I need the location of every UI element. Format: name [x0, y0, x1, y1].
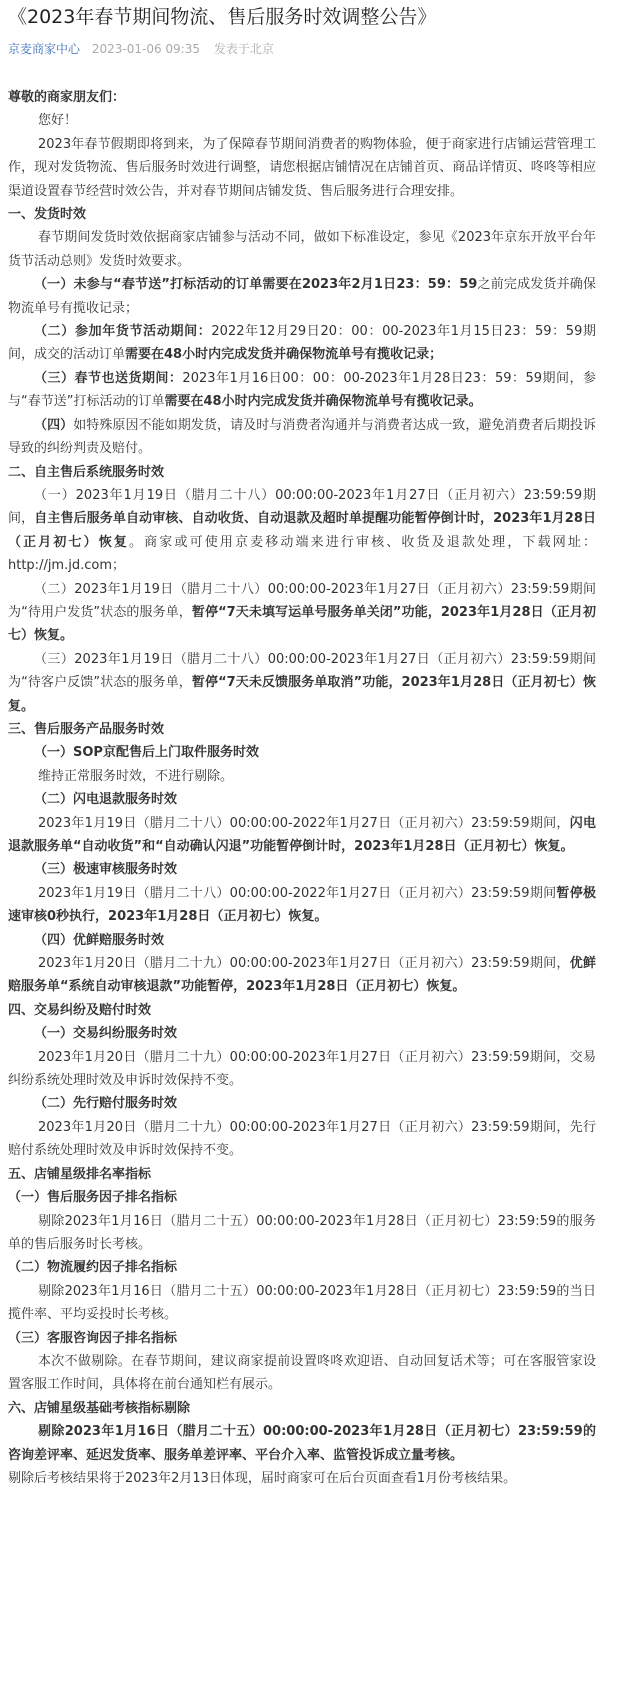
section-4b-title: （二）先行赔付服务时效 — [34, 1096, 178, 1112]
section-4b-text: 2023年1月20日（腊月二十九）00:00:00-2023年1月27日（正月初六）23:59:59期间，先行赔付系统处理时效及申诉时效保持不变。 — [8, 1119, 596, 1159]
intro-paragraph: 2023年春节假期即将到来，为了保障春节期间消费者的购物体验，便于商家进行店铺运营管理工作，现对发货物流、售后服务时效进行调整，请您根据店铺情况在店铺首页、商品详情页、咚咚等相应渠道设置春节经营时效公告，并对春节期间店铺发货、售后服务进行合理安排。 — [8, 136, 596, 199]
section-5-title: 五、店铺星级排名率指标 — [8, 1166, 152, 1182]
section-4a-text: 2023年1月20日（腊月二十九）00:00:00-2023年1月27日（正月初六）23:59:59期间，交易纠纷系统处理时效及申诉时效保持不变。 — [8, 1049, 596, 1089]
section-3a-text: 维持正常服务时效，不进行剔除。 — [38, 768, 234, 784]
section-5b-text: 剔除2023年1月16日（腊月二十五）00:00:00-2023年1月28日（正月初七）23:59:59的当日揽件率、平均妥投时长考核。 — [8, 1283, 596, 1323]
section-6-text: 剔除2023年1月16日（腊月二十五）00:00:00-2023年1月28日（正月初七）23:59:59的咨询差评率、延迟发货率、服务单差评率、平台介入率、监管投诉成立量考核。 — [8, 1424, 596, 1463]
section-5c-title: （三）客服咨询因子排名指标 — [8, 1330, 178, 1346]
section-5c-text: 本次不做剔除。在春节期间，建议商家提前设置咚咚欢迎语、自动回复话术等；可在客服管家设置客服工作时间，具体将在前台通知栏有展示。 — [8, 1353, 596, 1393]
section-5b-title: （二）物流履约因子排名指标 — [8, 1260, 178, 1276]
bold-text: 自主售后服务单自动审核、自动收货、自动退款及超时单提醒功能暂停倒计时，2023年1月28日（正月初七）恢复 — [8, 511, 596, 550]
section-6-title: 六、店铺星级基础考核指标剔除 — [8, 1400, 191, 1416]
regular-text: 如特殊原因不能如期发货，请及时与消费者沟通并与消费者达成一致，避免消费者后期投诉导致的纠纷判责及赔付。 — [8, 417, 596, 457]
regular-text: 之前完成发货并确保物流单号有揽收记录； — [8, 277, 596, 316]
bold-text: （三）春节也送货期间： — [34, 370, 183, 386]
bold-text: 优鲜赔服务单“系统自动审核退款”功能暂停，2023年1月28日（正月初七）恢复。 — [8, 956, 596, 995]
section-3c-title: （三）极速审核服务时效 — [34, 862, 178, 878]
section-3b-title: （二）闪电退款服务时效 — [34, 792, 178, 808]
section-2-title: 二、自主售后系统服务时效 — [8, 464, 165, 480]
bold-text: 暂停“7天未填写运单号服务单关闭”功能，2023年1月28日（正月初七）恢复。 — [8, 604, 596, 644]
regular-text: 2023年1月20日（腊月二十九）00:00:00-2023年1月27日（正月初六）23:59:59期间， — [38, 956, 570, 972]
greeting: 尊敬的商家朋友们： — [8, 90, 126, 105]
regular-text: （一）2023年1月19日（腊月二十八）00:00:00-2023年1月27日（正月初六）23:59:59期间， — [8, 487, 596, 527]
section-5a-text: 剔除2023年1月16日（腊月二十五）00:00:00-2023年1月28日（正月初七）23:59:59的服务单的售后服务时长考核。 — [8, 1213, 596, 1252]
publish-time: 2023-01-06 09:35 — [91, 42, 200, 56]
section-2-item-2 — [8, 578, 596, 648]
section-2-item-3 — [8, 648, 596, 718]
section-4a-title: （一）交易纠纷服务时效 — [34, 1026, 178, 1042]
bold-text: 暂停极速审核0秒执行，2023年1月28日（正月初七）恢复。 — [8, 885, 596, 925]
hello-text: 您好！ — [38, 113, 78, 129]
bold-text: 闪电退款服务单“自动收货”和“自动确认闪退”功能暂停倒计时，2023年1月28日（正月初七）恢复。 — [8, 815, 596, 854]
regular-text: 2022年12月29日20：00：00-2023年1月15日23：59：59期间，成交的活动订单 — [8, 324, 596, 363]
section-2-item-1 — [8, 484, 596, 578]
bold-text: （一）未参与“春节送”打标活动的订单需要在2023年2月1日23：59：59 — [34, 277, 478, 293]
regular-text: （二）2023年1月19日（腊月二十八）00:00:00-2023年1月27日（正月初六）23:59:59期间为“待用户发货”状态的服务单， — [8, 581, 596, 620]
bold-text: 需要在48小时内完成发货并确保物流单号有揽收记录。 — [164, 394, 482, 410]
section-3a-title: （一）SOP京配售后上门取件服务时效 — [34, 745, 259, 761]
section-1-item-2 — [8, 320, 596, 367]
section-3b-text — [8, 812, 596, 859]
section-3d-title: （四）优鲜赔服务时效 — [34, 932, 165, 948]
section-1-item-4 — [8, 414, 596, 461]
section-3d-text — [8, 952, 596, 999]
bold-text: 需要在48小时内完成发货并确保物流单号有揽收记录； — [125, 347, 443, 363]
section-1-intro: 春节期间发货时效依据商家店铺参与活动不同，做如下标准设定，参见《2023年京东开放平台年货节活动总则》发货时效要求。 — [8, 230, 596, 269]
publish-location: 发表于北京 — [213, 42, 274, 56]
bold-text: （四） — [34, 417, 74, 433]
section-1-item-3 — [8, 367, 596, 414]
section-4-title: 四、交易纠纷及赔付时效 — [8, 1002, 152, 1018]
section-6-note: 剔除后考核结果将于2023年2月13日体现，届时商家可在后台页面查看1月份考核结果。 — [8, 1470, 517, 1486]
regular-text: 。商家或可使用京麦移动端来进行审核、收货及退款处理，下载网址：http://jm.jd.com； — [8, 534, 596, 574]
regular-text: （三）2023年1月19日（腊月二十八）00:00:00-2023年1月27日（正月初六）23:59:59期间为“待客户反馈”状态的服务单， — [8, 651, 596, 691]
section-1-item-1 — [8, 273, 596, 320]
bold-text: （二）参加年货节活动期间： — [34, 324, 212, 340]
source-link[interactable]: 京麦商家中心 — [8, 42, 81, 56]
section-5a-title: （一）售后服务因子排名指标 — [8, 1190, 178, 1206]
regular-text: 2023年1月19日（腊月二十八）00:00:00-2022年1月27日（正月初六）23:59:59期间， — [38, 815, 570, 831]
regular-text: 2023年1月16日00：00：00-2023年1月28日23：59：59期间，参与“春节送”打标活动的订单 — [8, 370, 596, 410]
bold-text: 暂停“7天未反馈服务单取消”功能，2023年1月28日（正月初七）恢复。 — [8, 675, 596, 714]
section-3-title: 三、售后服务产品服务时效 — [8, 721, 165, 737]
article-body — [8, 86, 596, 1490]
page-title: 《2023年春节期间物流、售后服务时效调整公告》 — [8, 6, 437, 28]
section-3c-text — [8, 882, 596, 929]
regular-text: 2023年1月19日（腊月二十八）00:00:00-2022年1月27日（正月初六）23:59:59期间 — [38, 885, 557, 901]
section-1-title: 一、发货时效 — [8, 207, 87, 223]
article-meta — [8, 40, 596, 58]
